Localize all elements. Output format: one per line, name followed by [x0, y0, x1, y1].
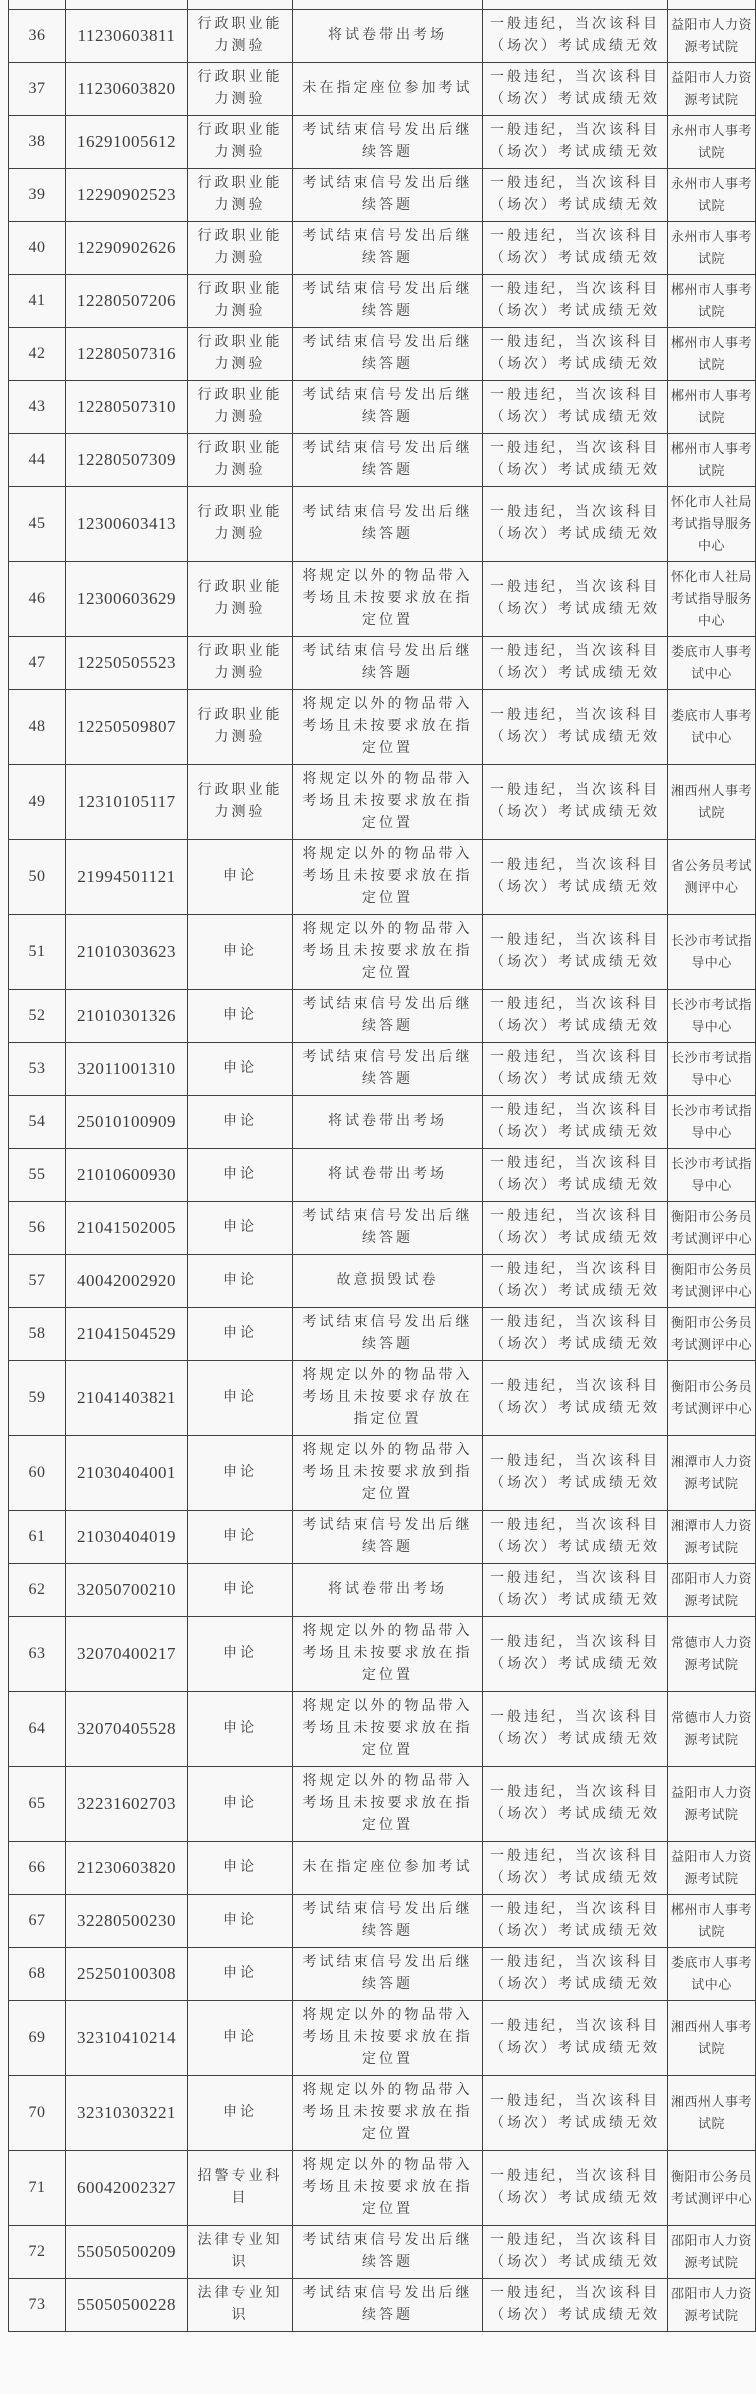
penalty-cell: 一般违纪，当次该科目（场次）考试成绩无效 [483, 1096, 668, 1149]
org-cell: 邵阳市人力资源考试院 [668, 1564, 756, 1617]
subject-cell: 行政职业能力测验 [188, 765, 293, 840]
table-row [9, 1895, 756, 1948]
seq-cell: 57 [9, 1255, 66, 1308]
seq-cell: 63 [9, 1617, 66, 1692]
table-row [9, 328, 756, 381]
seq-cell: 66 [9, 1842, 66, 1895]
penalty-cell: 一般违纪，当次该科目（场次）考试成绩无效 [483, 637, 668, 690]
candidate-id-cell: 32070405528 [66, 1692, 188, 1767]
org-cell: 长沙市考试指导中心 [668, 990, 756, 1043]
candidate-id-cell: 12280507316 [66, 328, 188, 381]
table-row [9, 1842, 756, 1895]
penalty-cell: 一般违纪，当次该科目（场次）考试成绩无效 [483, 1436, 668, 1511]
table-row [9, 1308, 756, 1361]
seq-cell: 62 [9, 1564, 66, 1617]
org-cell: 常德市人力资源考试院 [668, 1617, 756, 1692]
seq-cell: 64 [9, 1692, 66, 1767]
violation-cell: 考试结束信号发出后继续答题 [293, 116, 483, 169]
org-cell: 怀化市人社局考试指导服务中心 [668, 487, 756, 562]
violation-cell: 未在指定座位参加考试 [293, 1842, 483, 1895]
org-cell: 省公务员考试测评中心 [668, 840, 756, 915]
table-row [9, 690, 756, 765]
org-cell: 永州市人事考试院 [668, 116, 756, 169]
seq-cell: 40 [9, 222, 66, 275]
seq-cell: 42 [9, 328, 66, 381]
violation-cell: 将规定以外的物品带入考场且未按要求放在指定位置 [293, 915, 483, 990]
candidate-id-cell: 12280507310 [66, 381, 188, 434]
table-row [9, 562, 756, 637]
violation-cell: 考试结束信号发出后继续答题 [293, 381, 483, 434]
seq-cell: 54 [9, 1096, 66, 1149]
violation-cell: 考试结束信号发出后继续答题 [293, 1308, 483, 1361]
candidate-id-cell: 32280500230 [66, 1895, 188, 1948]
candidate-id-cell: 12280507206 [66, 275, 188, 328]
violation-cell: 将试卷带出考场 [293, 1096, 483, 1149]
seq-cell: 48 [9, 690, 66, 765]
candidate-id-cell: 32070400217 [66, 1617, 188, 1692]
violation-cell: 故意损毁试卷 [293, 1255, 483, 1308]
org-cell: 长沙市考试指导中心 [668, 915, 756, 990]
penalty-cell: 一般违纪，当次该科目（场次）考试成绩无效 [483, 915, 668, 990]
table-row [9, 116, 756, 169]
table-row [9, 1564, 756, 1617]
subject-cell: 行政职业能力测验 [188, 275, 293, 328]
penalty-cell: 一般违纪，当次该科目（场次）考试成绩无效 [483, 1948, 668, 2001]
candidate-id-cell: 16291005612 [66, 116, 188, 169]
penalty-cell: 一般违纪，当次该科目（场次）考试成绩无效 [483, 328, 668, 381]
table-row [9, 637, 756, 690]
violation-cell: 考试结束信号发出后继续答题 [293, 487, 483, 562]
candidate-id-cell: 12300603413 [66, 487, 188, 562]
subject-cell: 申论 [188, 1895, 293, 1948]
seq-cell: 68 [9, 1948, 66, 2001]
subject-cell: 行政职业能力测验 [188, 434, 293, 487]
candidate-id-cell: 12250509807 [66, 690, 188, 765]
candidate-id-cell: 12280507309 [66, 434, 188, 487]
org-cell: 长沙市考试指导中心 [668, 1043, 756, 1096]
violation-cell: 考试结束信号发出后继续答题 [293, 1948, 483, 2001]
subject-cell: 行政职业能力测验 [188, 222, 293, 275]
penalty-cell: 一般违纪，当次该科目（场次）考试成绩无效 [483, 1692, 668, 1767]
violation-cell: 考试结束信号发出后继续答题 [293, 328, 483, 381]
penalty-cell: 一般违纪，当次该科目（场次）考试成绩无效 [483, 1255, 668, 1308]
table-row [9, 169, 756, 222]
subject-cell: 申论 [188, 1511, 293, 1564]
penalty-cell: 一般违纪，当次该科目（场次）考试成绩无效 [483, 840, 668, 915]
candidate-id-cell: 21041403821 [66, 1361, 188, 1436]
penalty-cell: 一般违纪，当次该科目（场次）考试成绩无效 [483, 222, 668, 275]
violation-cell: 将规定以外的物品带入考场且未按要求存放在指定位置 [293, 1361, 483, 1436]
seq-cell: 41 [9, 275, 66, 328]
table-row [9, 2279, 756, 2332]
penalty-cell: 一般违纪，当次该科目（场次）考试成绩无效 [483, 2001, 668, 2076]
seq-cell: 69 [9, 2001, 66, 2076]
penalty-cell: 一般违纪，当次该科目（场次）考试成绩无效 [483, 1767, 668, 1842]
violation-cell: 考试结束信号发出后继续答题 [293, 990, 483, 1043]
seq-cell: 47 [9, 637, 66, 690]
violation-cell: 将规定以外的物品带入考场且未按要求放在指定位置 [293, 1767, 483, 1842]
candidate-id-cell: 60042002327 [66, 2151, 188, 2226]
table-row [9, 1692, 756, 1767]
candidate-id-cell: 11230603820 [66, 63, 188, 116]
violation-cell: 将规定以外的物品带入考场且未按要求放到指定位置 [293, 1436, 483, 1511]
subject-cell: 申论 [188, 840, 293, 915]
table-row [9, 434, 756, 487]
org-cell: 衡阳市公务员考试测评中心 [668, 1202, 756, 1255]
seq-cell: 70 [9, 2076, 66, 2151]
violation-cell: 考试结束信号发出后继续答题 [293, 1895, 483, 1948]
table-row [9, 1096, 756, 1149]
violation-cell: 将规定以外的物品带入考场且未按要求放在指定位置 [293, 690, 483, 765]
penalty-cell: 一般违纪，当次该科目（场次）考试成绩无效 [483, 1308, 668, 1361]
penalty-cell: 一般违纪，当次该科目（场次）考试成绩无效 [483, 434, 668, 487]
table-row [9, 487, 756, 562]
subject-cell: 申论 [188, 1842, 293, 1895]
table-row [9, 840, 756, 915]
cropped-cell [188, 0, 293, 10]
org-cell: 益阳市人力资源考试院 [668, 1842, 756, 1895]
subject-cell: 申论 [188, 1255, 293, 1308]
penalty-cell: 一般违纪，当次该科目（场次）考试成绩无效 [483, 562, 668, 637]
penalty-cell: 一般违纪，当次该科目（场次）考试成绩无效 [483, 10, 668, 63]
violation-cell: 考试结束信号发出后继续答题 [293, 1202, 483, 1255]
violation-cell: 考试结束信号发出后继续答题 [293, 434, 483, 487]
subject-cell: 申论 [188, 2001, 293, 2076]
violation-cell: 将规定以外的物品带入考场且未按要求放在指定位置 [293, 2076, 483, 2151]
org-cell: 湘西州人事考试院 [668, 765, 756, 840]
subject-cell: 行政职业能力测验 [188, 10, 293, 63]
penalty-cell: 一般违纪，当次该科目（场次）考试成绩无效 [483, 1202, 668, 1255]
violation-cell: 未在指定座位参加考试 [293, 63, 483, 116]
org-cell: 湘西州人事考试院 [668, 2001, 756, 2076]
penalty-cell: 一般违纪，当次该科目（场次）考试成绩无效 [483, 169, 668, 222]
seq-cell: 46 [9, 562, 66, 637]
violation-cell: 考试结束信号发出后继续答题 [293, 275, 483, 328]
org-cell: 郴州市人事考试院 [668, 434, 756, 487]
penalty-cell: 一般违纪，当次该科目（场次）考试成绩无效 [483, 1564, 668, 1617]
candidate-id-cell: 32050700210 [66, 1564, 188, 1617]
subject-cell: 行政职业能力测验 [188, 169, 293, 222]
candidate-id-cell: 55050500228 [66, 2279, 188, 2332]
seq-cell: 44 [9, 434, 66, 487]
candidate-id-cell: 25010100909 [66, 1096, 188, 1149]
cropped-cell [483, 0, 668, 10]
violation-cell: 将试卷带出考场 [293, 10, 483, 63]
subject-cell: 法律专业知识 [188, 2279, 293, 2332]
subject-cell: 申论 [188, 1692, 293, 1767]
violation-cell: 将规定以外的物品带入考场且未按要求放在指定位置 [293, 765, 483, 840]
subject-cell: 申论 [188, 1948, 293, 2001]
subject-cell: 招警专业科目 [188, 2151, 293, 2226]
org-cell: 衡阳市公务员考试测评中心 [668, 2151, 756, 2226]
violation-cell: 将规定以外的物品带入考场且未按要求放在指定位置 [293, 562, 483, 637]
org-cell: 邵阳市人力资源考试院 [668, 2226, 756, 2279]
subject-cell: 申论 [188, 2076, 293, 2151]
subject-cell: 行政职业能力测验 [188, 381, 293, 434]
candidate-id-cell: 12310105117 [66, 765, 188, 840]
candidate-id-cell: 12300603629 [66, 562, 188, 637]
violation-cell: 将规定以外的物品带入考场且未按要求放在指定位置 [293, 1692, 483, 1767]
seq-cell: 49 [9, 765, 66, 840]
subject-cell: 申论 [188, 1149, 293, 1202]
subject-cell: 申论 [188, 1436, 293, 1511]
cropped-row-top [9, 0, 756, 10]
seq-cell: 55 [9, 1149, 66, 1202]
seq-cell: 73 [9, 2279, 66, 2332]
org-cell: 衡阳市公务员考试测评中心 [668, 1255, 756, 1308]
candidate-id-cell: 40042002920 [66, 1255, 188, 1308]
violation-cell: 考试结束信号发出后继续答题 [293, 2279, 483, 2332]
candidate-id-cell: 21010301326 [66, 990, 188, 1043]
org-cell: 娄底市人事考试中心 [668, 690, 756, 765]
subject-cell: 申论 [188, 1096, 293, 1149]
subject-cell: 申论 [188, 1361, 293, 1436]
violation-cell: 考试结束信号发出后继续答题 [293, 1043, 483, 1096]
cropped-cell [66, 0, 188, 10]
candidate-id-cell: 21994501121 [66, 840, 188, 915]
seq-cell: 37 [9, 63, 66, 116]
seq-cell: 39 [9, 169, 66, 222]
subject-cell: 行政职业能力测验 [188, 637, 293, 690]
table-row [9, 1617, 756, 1692]
table-row [9, 2151, 756, 2226]
penalty-cell: 一般违纪，当次该科目（场次）考试成绩无效 [483, 63, 668, 116]
org-cell: 郴州市人事考试院 [668, 328, 756, 381]
seq-cell: 50 [9, 840, 66, 915]
candidate-id-cell: 12290902626 [66, 222, 188, 275]
org-cell: 永州市人事考试院 [668, 169, 756, 222]
penalty-cell: 一般违纪，当次该科目（场次）考试成绩无效 [483, 2076, 668, 2151]
table-row [9, 381, 756, 434]
seq-cell: 45 [9, 487, 66, 562]
violation-cell: 考试结束信号发出后继续答题 [293, 2226, 483, 2279]
violation-cell: 考试结束信号发出后继续答题 [293, 637, 483, 690]
violation-cell: 将规定以外的物品带入考场且未按要求放在指定位置 [293, 2001, 483, 2076]
org-cell: 邵阳市人力资源考试院 [668, 2279, 756, 2332]
seq-cell: 43 [9, 381, 66, 434]
penalty-cell: 一般违纪，当次该科目（场次）考试成绩无效 [483, 2226, 668, 2279]
violation-cell: 将规定以外的物品带入考场且未按要求放在指定位置 [293, 1617, 483, 1692]
candidate-id-cell: 12250505523 [66, 637, 188, 690]
candidate-id-cell: 21030404001 [66, 1436, 188, 1511]
subject-cell: 申论 [188, 1308, 293, 1361]
subject-cell: 申论 [188, 990, 293, 1043]
org-cell: 长沙市考试指导中心 [668, 1149, 756, 1202]
org-cell: 怀化市人社局考试指导服务中心 [668, 562, 756, 637]
seq-cell: 56 [9, 1202, 66, 1255]
seq-cell: 72 [9, 2226, 66, 2279]
candidate-id-cell: 21030404019 [66, 1511, 188, 1564]
subject-cell: 行政职业能力测验 [188, 328, 293, 381]
cropped-cell [293, 0, 483, 10]
subject-cell: 行政职业能力测验 [188, 63, 293, 116]
penalty-cell: 一般违纪，当次该科目（场次）考试成绩无效 [483, 990, 668, 1043]
violation-cell: 考试结束信号发出后继续答题 [293, 169, 483, 222]
subject-cell: 申论 [188, 1043, 293, 1096]
table-row [9, 765, 756, 840]
table-row [9, 1255, 756, 1308]
org-cell: 永州市人事考试院 [668, 222, 756, 275]
table-row [9, 915, 756, 990]
exam-violation-table [8, 0, 756, 2332]
violation-cell: 将规定以外的物品带入考场且未按要求放在指定位置 [293, 840, 483, 915]
penalty-cell: 一般违纪，当次该科目（场次）考试成绩无效 [483, 1842, 668, 1895]
seq-cell: 71 [9, 2151, 66, 2226]
table-row [9, 1767, 756, 1842]
subject-cell: 申论 [188, 1202, 293, 1255]
seq-cell: 38 [9, 116, 66, 169]
seq-cell: 67 [9, 1895, 66, 1948]
org-cell: 娄底市人事考试中心 [668, 1948, 756, 2001]
penalty-cell: 一般违纪，当次该科目（场次）考试成绩无效 [483, 690, 668, 765]
penalty-cell: 一般违纪，当次该科目（场次）考试成绩无效 [483, 1043, 668, 1096]
candidate-id-cell: 55050500209 [66, 2226, 188, 2279]
violation-cell: 考试结束信号发出后继续答题 [293, 1511, 483, 1564]
org-cell: 湘潭市人力资源考试院 [668, 1436, 756, 1511]
violation-cell: 将规定以外的物品带入考场且未按要求放在指定位置 [293, 2151, 483, 2226]
subject-cell: 申论 [188, 1564, 293, 1617]
org-cell: 郴州市人事考试院 [668, 275, 756, 328]
seq-cell: 59 [9, 1361, 66, 1436]
org-cell: 湘西州人事考试院 [668, 2076, 756, 2151]
table-row [9, 2076, 756, 2151]
candidate-id-cell: 21010303623 [66, 915, 188, 990]
org-cell: 娄底市人事考试中心 [668, 637, 756, 690]
subject-cell: 申论 [188, 1767, 293, 1842]
subject-cell: 行政职业能力测验 [188, 487, 293, 562]
candidate-id-cell: 21041502005 [66, 1202, 188, 1255]
table-row [9, 1436, 756, 1511]
seq-cell: 58 [9, 1308, 66, 1361]
table-row [9, 1043, 756, 1096]
penalty-cell: 一般违纪，当次该科目（场次）考试成绩无效 [483, 116, 668, 169]
seq-cell: 52 [9, 990, 66, 1043]
org-cell: 益阳市人力资源考试院 [668, 10, 756, 63]
cropped-cell [9, 0, 66, 10]
subject-cell: 行政职业能力测验 [188, 690, 293, 765]
candidate-id-cell: 21010600930 [66, 1149, 188, 1202]
violation-cell: 考试结束信号发出后继续答题 [293, 222, 483, 275]
penalty-cell: 一般违纪，当次该科目（场次）考试成绩无效 [483, 765, 668, 840]
subject-cell: 申论 [188, 1617, 293, 1692]
cropped-cell [668, 0, 756, 10]
org-cell: 湘潭市人力资源考试院 [668, 1511, 756, 1564]
seq-cell: 61 [9, 1511, 66, 1564]
table-row [9, 1149, 756, 1202]
candidate-id-cell: 32231602703 [66, 1767, 188, 1842]
table-row [9, 2226, 756, 2279]
org-cell: 益阳市人力资源考试院 [668, 1767, 756, 1842]
penalty-cell: 一般违纪，当次该科目（场次）考试成绩无效 [483, 2151, 668, 2226]
org-cell: 衡阳市公务员考试测评中心 [668, 1361, 756, 1436]
table-row [9, 1361, 756, 1436]
penalty-cell: 一般违纪，当次该科目（场次）考试成绩无效 [483, 1511, 668, 1564]
seq-cell: 36 [9, 10, 66, 63]
seq-cell: 51 [9, 915, 66, 990]
violation-cell: 将试卷带出考场 [293, 1564, 483, 1617]
candidate-id-cell: 21230603820 [66, 1842, 188, 1895]
subject-cell: 行政职业能力测验 [188, 562, 293, 637]
table-row [9, 275, 756, 328]
penalty-cell: 一般违纪，当次该科目（场次）考试成绩无效 [483, 275, 668, 328]
subject-cell: 行政职业能力测验 [188, 116, 293, 169]
table-row [9, 1948, 756, 2001]
candidate-id-cell: 32310410214 [66, 2001, 188, 2076]
penalty-cell: 一般违纪，当次该科目（场次）考试成绩无效 [483, 1361, 668, 1436]
violation-cell: 将试卷带出考场 [293, 1149, 483, 1202]
table-row [9, 222, 756, 275]
penalty-cell: 一般违纪，当次该科目（场次）考试成绩无效 [483, 1149, 668, 1202]
org-cell: 常德市人力资源考试院 [668, 1692, 756, 1767]
org-cell: 长沙市考试指导中心 [668, 1096, 756, 1149]
candidate-id-cell: 25250100308 [66, 1948, 188, 2001]
penalty-cell: 一般违纪，当次该科目（场次）考试成绩无效 [483, 1895, 668, 1948]
subject-cell: 申论 [188, 915, 293, 990]
penalty-cell: 一般违纪，当次该科目（场次）考试成绩无效 [483, 2279, 668, 2332]
table-row [9, 2001, 756, 2076]
table-row [9, 10, 756, 63]
seq-cell: 65 [9, 1767, 66, 1842]
candidate-id-cell: 11230603811 [66, 10, 188, 63]
penalty-cell: 一般违纪，当次该科目（场次）考试成绩无效 [483, 487, 668, 562]
org-cell: 郴州市人事考试院 [668, 1895, 756, 1948]
org-cell: 衡阳市公务员考试测评中心 [668, 1308, 756, 1361]
org-cell: 益阳市人力资源考试院 [668, 63, 756, 116]
seq-cell: 60 [9, 1436, 66, 1511]
candidate-id-cell: 32310303221 [66, 2076, 188, 2151]
penalty-cell: 一般违纪，当次该科目（场次）考试成绩无效 [483, 1617, 668, 1692]
penalty-cell: 一般违纪，当次该科目（场次）考试成绩无效 [483, 381, 668, 434]
candidate-id-cell: 21041504529 [66, 1308, 188, 1361]
subject-cell: 法律专业知识 [188, 2226, 293, 2279]
candidate-id-cell: 12290902523 [66, 169, 188, 222]
table-row [9, 1511, 756, 1564]
table-row [9, 63, 756, 116]
candidate-id-cell: 32011001310 [66, 1043, 188, 1096]
org-cell: 郴州市人事考试院 [668, 381, 756, 434]
seq-cell: 53 [9, 1043, 66, 1096]
table-row [9, 1202, 756, 1255]
table-row [9, 990, 756, 1043]
